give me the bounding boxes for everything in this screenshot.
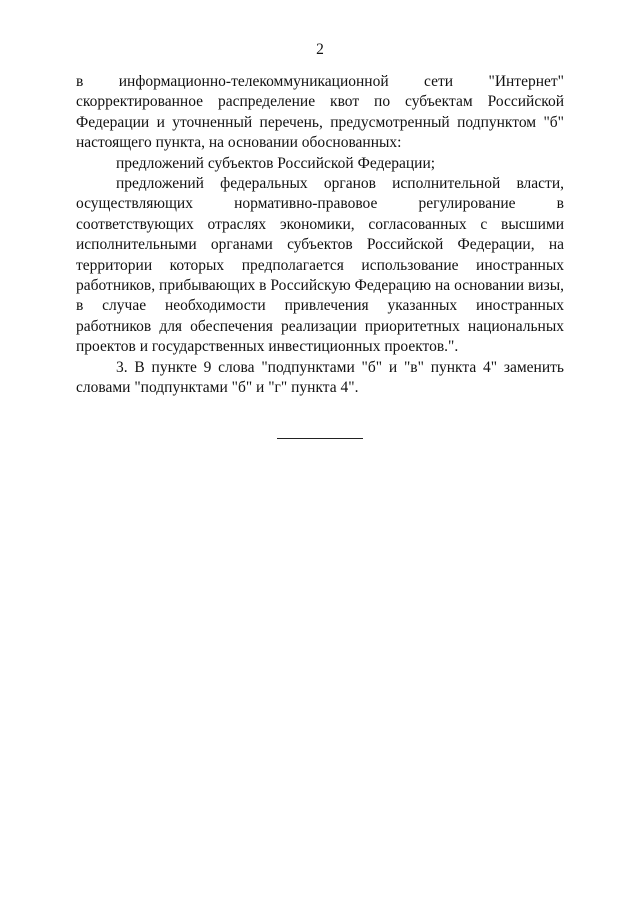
paragraph-federal-proposals: предложений федеральных органов исполнительной власти, осуществляющих нормативно-правовое регулирование в соответствующих отраслях экономики, согласованных с высшими исполнительными органами субъектов Российской Федерации, на территории которых предполагается использование иностранных работников, прибывающих в Российскую Федерацию на основании визы, в случае необходимости привлечения указанных иностранных работников для обеспечения реализации приоритетных национальных проектов и государственных инвестиционных проектов.". — [76, 175, 564, 356]
page-number: 2 — [316, 41, 324, 58]
paragraph-amendment-3: 3. В пункте 9 слова "подпунктами "б" и "в" пункта 4" заменить словами "подпунктами "б" и "г" пункта 4". — [76, 358, 564, 397]
document-body — [76, 72, 564, 399]
end-separator-line — [277, 438, 363, 439]
paragraph-continuation: в информационно-телекоммуникационной сети "Интернет" скорректированное распределение квот по субъектам Российской Федерации и уточненный перечень, предусмотренный подпунктом "б" настоящего пункта, на основании обоснованных: — [76, 73, 564, 152]
paragraph-regional-proposals: предложений субъектов Российской Федерации; — [116, 154, 436, 172]
